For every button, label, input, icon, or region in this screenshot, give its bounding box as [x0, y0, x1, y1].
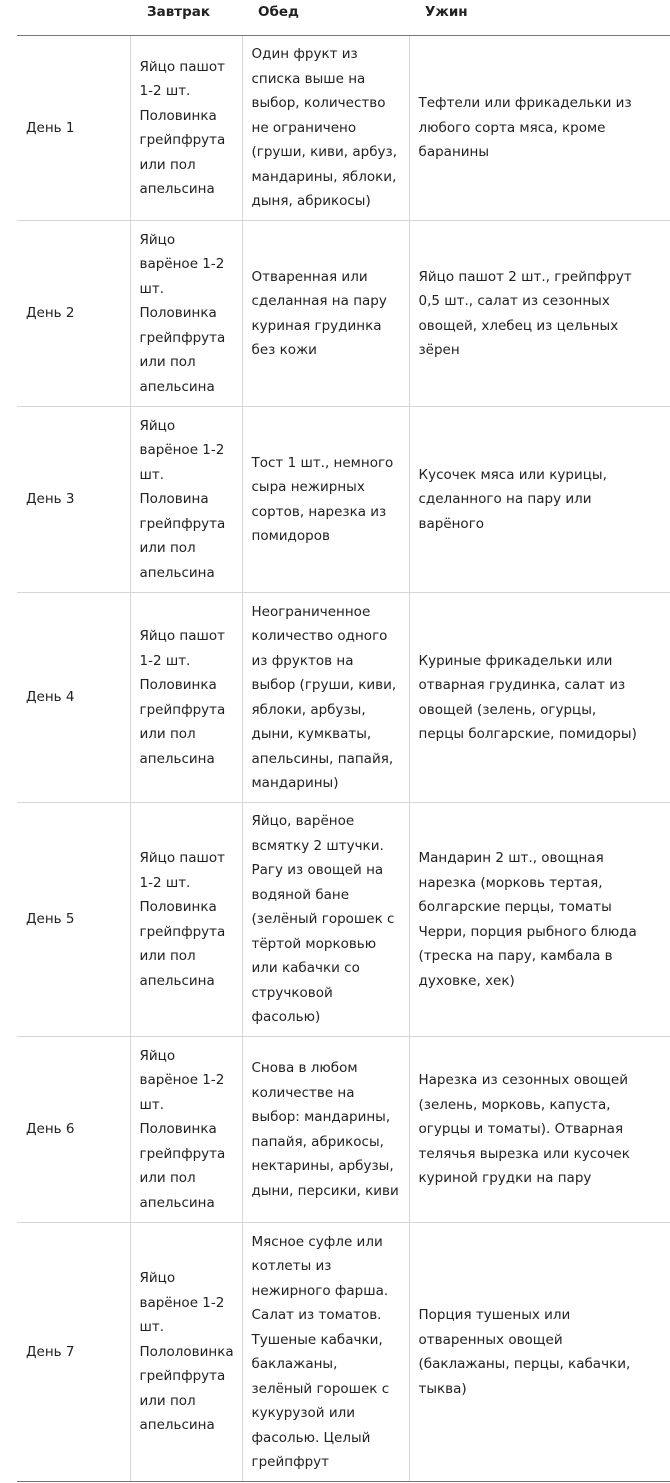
- day-cell: [17, 803, 130, 1037]
- lunch-cell: [242, 221, 409, 407]
- dinner-cell: [409, 803, 670, 1037]
- day-cell: [17, 593, 130, 803]
- cell-line: Рагу из овощей на: [251, 862, 384, 879]
- cell-line: грейпфрута: [139, 1368, 226, 1385]
- breakfast-cell: [130, 593, 242, 803]
- cell-line: грейпфрута: [139, 515, 226, 532]
- cell-line: варёного: [418, 515, 485, 532]
- cell-line: грейпфрута: [139, 132, 226, 148]
- cell-line: овощей, хлебец из цельных: [418, 317, 619, 334]
- cell-line: шт.: [139, 466, 165, 483]
- dinner-cell: [409, 36, 670, 221]
- day-label: День 6: [26, 1121, 75, 1138]
- cell-line: шт.: [139, 1319, 165, 1336]
- cell-line: котлеты из: [251, 1258, 332, 1274]
- cell-line: отварная грудинка, салат из: [418, 677, 626, 693]
- breakfast-cell: [130, 803, 242, 1037]
- cell-line: яблоки, арбузы,: [251, 701, 366, 718]
- day-cell: [17, 36, 130, 221]
- lunch-cell: [242, 593, 409, 803]
- cell-line: Половинка: [139, 899, 217, 915]
- cell-line: списка выше на: [251, 70, 366, 87]
- table-row: [17, 1037, 670, 1223]
- cell-line: или пол: [139, 354, 196, 371]
- meal-plan-table: [17, 0, 670, 1482]
- breakfast-cell: [130, 407, 242, 593]
- cell-line: Черри, порция рыбного блюда: [418, 923, 637, 940]
- cell-line: количестве на: [251, 1084, 355, 1101]
- cell-line: Нарезка из сезонных овощей: [418, 1072, 628, 1089]
- dinner-cell: [409, 407, 670, 593]
- cell-line: фасолью): [251, 1009, 321, 1026]
- cell-line: выбор: мандарины,: [251, 1109, 391, 1125]
- cell-line: телячья вырезка или кусочек: [418, 1145, 630, 1162]
- cell-line: шт.: [139, 280, 165, 297]
- cell-line: нектарины, арбузы,: [251, 1158, 394, 1174]
- day-cell: [17, 221, 130, 407]
- cell-line: Половинка: [139, 677, 217, 693]
- cell-line: или пол: [139, 948, 196, 964]
- day-cell: [17, 1223, 130, 1482]
- cell-line: фасолью. Целый: [251, 1429, 371, 1446]
- breakfast-cell: [130, 36, 242, 221]
- lunch-cell: [242, 1037, 409, 1223]
- cell-line: Снова в любом: [251, 1060, 358, 1076]
- cell-line: Тост 1 шт., немного: [251, 454, 394, 471]
- cell-line: грейпфрут: [251, 1454, 330, 1470]
- cell-line: из фруктов на: [251, 652, 354, 669]
- cell-line: дыни, кумкваты,: [251, 726, 372, 742]
- cell-line: Тушеные кабачки,: [251, 1331, 383, 1348]
- cell-line: Кусочек мяса или курицы,: [418, 466, 607, 483]
- cell-line: апельсина: [139, 972, 215, 989]
- cell-line: или пол: [139, 156, 196, 173]
- dinner-cell: [409, 221, 670, 407]
- header-breakfast: Завтрак: [130, 0, 242, 36]
- cell-line: апельсина: [139, 750, 215, 767]
- cell-line: Яйцо пашот 2 шт., грейпфрут: [418, 268, 632, 285]
- dinner-cell: [409, 1037, 670, 1223]
- cell-line: или пол: [139, 540, 196, 557]
- breakfast-cell: [130, 1223, 242, 1482]
- dinner-cell: [409, 593, 670, 803]
- cell-line: стручковой: [251, 984, 333, 1001]
- day-label: День 3: [26, 491, 75, 508]
- lunch-cell: [242, 407, 409, 593]
- cell-line: любого сорта мяса, кроме: [418, 119, 606, 136]
- cell-line: 0,5 шт., салат из сезонных: [418, 293, 610, 309]
- cell-line: Яйцо пашот: [139, 58, 225, 75]
- table-row: [17, 221, 670, 407]
- cell-line: (треска на пару, камбала в: [418, 948, 613, 964]
- cell-line: варёное 1-2: [139, 256, 225, 273]
- cell-line: варёное 1-2: [139, 442, 225, 459]
- cell-line: Яйцо: [139, 417, 176, 434]
- cell-line: Салат из томатов.: [251, 1307, 382, 1323]
- cell-line: дыня, абрикосы): [251, 193, 371, 210]
- cell-line: Половинка: [139, 1121, 217, 1138]
- cell-line: духовке, хек): [418, 972, 515, 989]
- cell-line: выбор, количество: [251, 95, 386, 112]
- cell-line: зелёный горошек с: [251, 1380, 390, 1397]
- cell-line: перцы болгарские, помидоры): [418, 726, 637, 742]
- cell-line: Пололовинка: [139, 1343, 234, 1360]
- cell-line: Порция тушеных или: [418, 1307, 571, 1323]
- cell-line: дыни, персики, киви: [251, 1182, 399, 1199]
- cell-line: всмятку 2 штучки.: [251, 837, 384, 854]
- breakfast-cell: [130, 221, 242, 407]
- cell-line: или пол: [139, 726, 196, 742]
- cell-line: (груши, киви, арбуз,: [251, 144, 397, 161]
- cell-line: апельсина: [139, 1417, 215, 1434]
- cell-line: сделанная на пару: [251, 293, 387, 309]
- cell-line: Куриные фрикадельки или: [418, 652, 613, 669]
- cell-line: апельсина: [139, 564, 215, 581]
- cell-line: мандарины, яблоки,: [251, 168, 397, 185]
- day-cell: [17, 407, 130, 593]
- cell-line: Половинка: [139, 107, 217, 124]
- cell-line: (зелёный горошек с: [251, 911, 395, 928]
- cell-line: куриная грудинка: [251, 317, 382, 334]
- cell-line: нарезка (морковь тертая,: [418, 874, 603, 891]
- cell-line: сыра нежирных: [251, 479, 365, 495]
- day-label: День 1: [26, 119, 75, 136]
- cell-line: Неограниченное: [251, 603, 371, 620]
- cell-line: сделанного на пару или: [418, 491, 592, 508]
- table-row: [17, 407, 670, 593]
- cell-line: апельсина: [139, 1194, 215, 1211]
- cell-line: Половинка: [139, 305, 217, 322]
- cell-line: водяной бане: [251, 886, 350, 903]
- cell-line: (зелень, морковь, капуста,: [418, 1096, 611, 1113]
- cell-line: Яйцо пашот: [139, 850, 225, 866]
- cell-line: или пол: [139, 1170, 196, 1187]
- header-day: [17, 0, 130, 36]
- day-label: День 4: [26, 689, 75, 706]
- cell-line: Отваренная или: [251, 268, 368, 285]
- day-label: День 5: [26, 911, 75, 928]
- cell-line: нежирного фарша.: [251, 1282, 389, 1299]
- cell-line: варёное 1-2: [139, 1294, 225, 1311]
- cell-line: овощей (зелень, огурцы,: [418, 701, 597, 718]
- day-label: День 7: [26, 1343, 75, 1360]
- header-row: [17, 0, 670, 36]
- cell-line: апельсина: [139, 181, 215, 197]
- cell-line: грейпфрута: [139, 923, 226, 940]
- cell-line: 1-2 шт.: [139, 652, 191, 669]
- cell-line: тёртой морковью: [251, 935, 377, 952]
- cell-line: Мандарин 2 шт., овощная: [418, 850, 604, 866]
- cell-line: отваренных овощей: [418, 1331, 563, 1348]
- cell-line: Яйцо: [139, 1047, 176, 1064]
- cell-line: грейпфрута: [139, 329, 226, 346]
- cell-line: мандарины): [251, 775, 339, 791]
- breakfast-cell: [130, 1037, 242, 1223]
- cell-line: Половина: [139, 491, 209, 508]
- cell-line: выбор (груши, киви,: [251, 677, 397, 693]
- cell-line: шт.: [139, 1096, 165, 1113]
- cell-line: Яйцо: [139, 231, 176, 248]
- cell-line: варёное 1-2: [139, 1072, 225, 1089]
- lunch-cell: [242, 36, 409, 221]
- cell-line: Мясное суфле или: [251, 1233, 383, 1250]
- cell-line: куриной грудки на пару: [418, 1170, 592, 1187]
- cell-line: количество одного: [251, 628, 388, 644]
- cell-line: Яйцо: [139, 1270, 176, 1287]
- cell-line: 1-2 шт.: [139, 874, 191, 891]
- cell-line: Один фрукт из: [251, 46, 358, 63]
- cell-line: Яйцо пашот: [139, 628, 225, 644]
- cell-line: Яйцо, варёное: [251, 813, 355, 830]
- dinner-cell: [409, 1223, 670, 1482]
- header-lunch: Обед: [242, 0, 409, 36]
- cell-line: не ограничено: [251, 119, 357, 136]
- cell-line: или кабачки со: [251, 960, 360, 977]
- cell-line: огурцы и томаты). Отварная: [418, 1121, 624, 1138]
- cell-line: баранины: [418, 144, 490, 161]
- cell-line: грейпфрута: [139, 1145, 226, 1162]
- cell-line: папайя, абрикосы,: [251, 1133, 384, 1150]
- table-row: [17, 593, 670, 803]
- cell-line: Тефтели или фрикадельки из: [418, 95, 632, 112]
- cell-line: 1-2 шт.: [139, 83, 191, 99]
- day-label: День 2: [26, 305, 75, 322]
- lunch-cell: [242, 803, 409, 1037]
- cell-line: апельсина: [139, 378, 215, 395]
- cell-line: баклажаны,: [251, 1356, 338, 1372]
- cell-line: или пол: [139, 1392, 196, 1409]
- day-cell: [17, 1037, 130, 1223]
- cell-line: без кожи: [251, 342, 317, 358]
- cell-line: кукурузой или: [251, 1405, 356, 1421]
- cell-line: апельсины, папайя,: [251, 750, 394, 767]
- cell-line: (баклажаны, перцы, кабачки,: [418, 1356, 631, 1372]
- cell-line: сортов, нарезка из: [251, 503, 387, 520]
- table-row: [17, 36, 670, 221]
- cell-line: болгарские перцы, томаты: [418, 899, 612, 915]
- cell-line: тыква): [418, 1380, 467, 1397]
- table-row: [17, 1223, 670, 1482]
- cell-line: грейпфрута: [139, 701, 226, 718]
- cell-line: помидоров: [251, 528, 330, 544]
- cell-line: зёрен: [418, 342, 460, 358]
- header-dinner: Ужин: [409, 0, 670, 36]
- lunch-cell: [242, 1223, 409, 1482]
- table-row: [17, 803, 670, 1037]
